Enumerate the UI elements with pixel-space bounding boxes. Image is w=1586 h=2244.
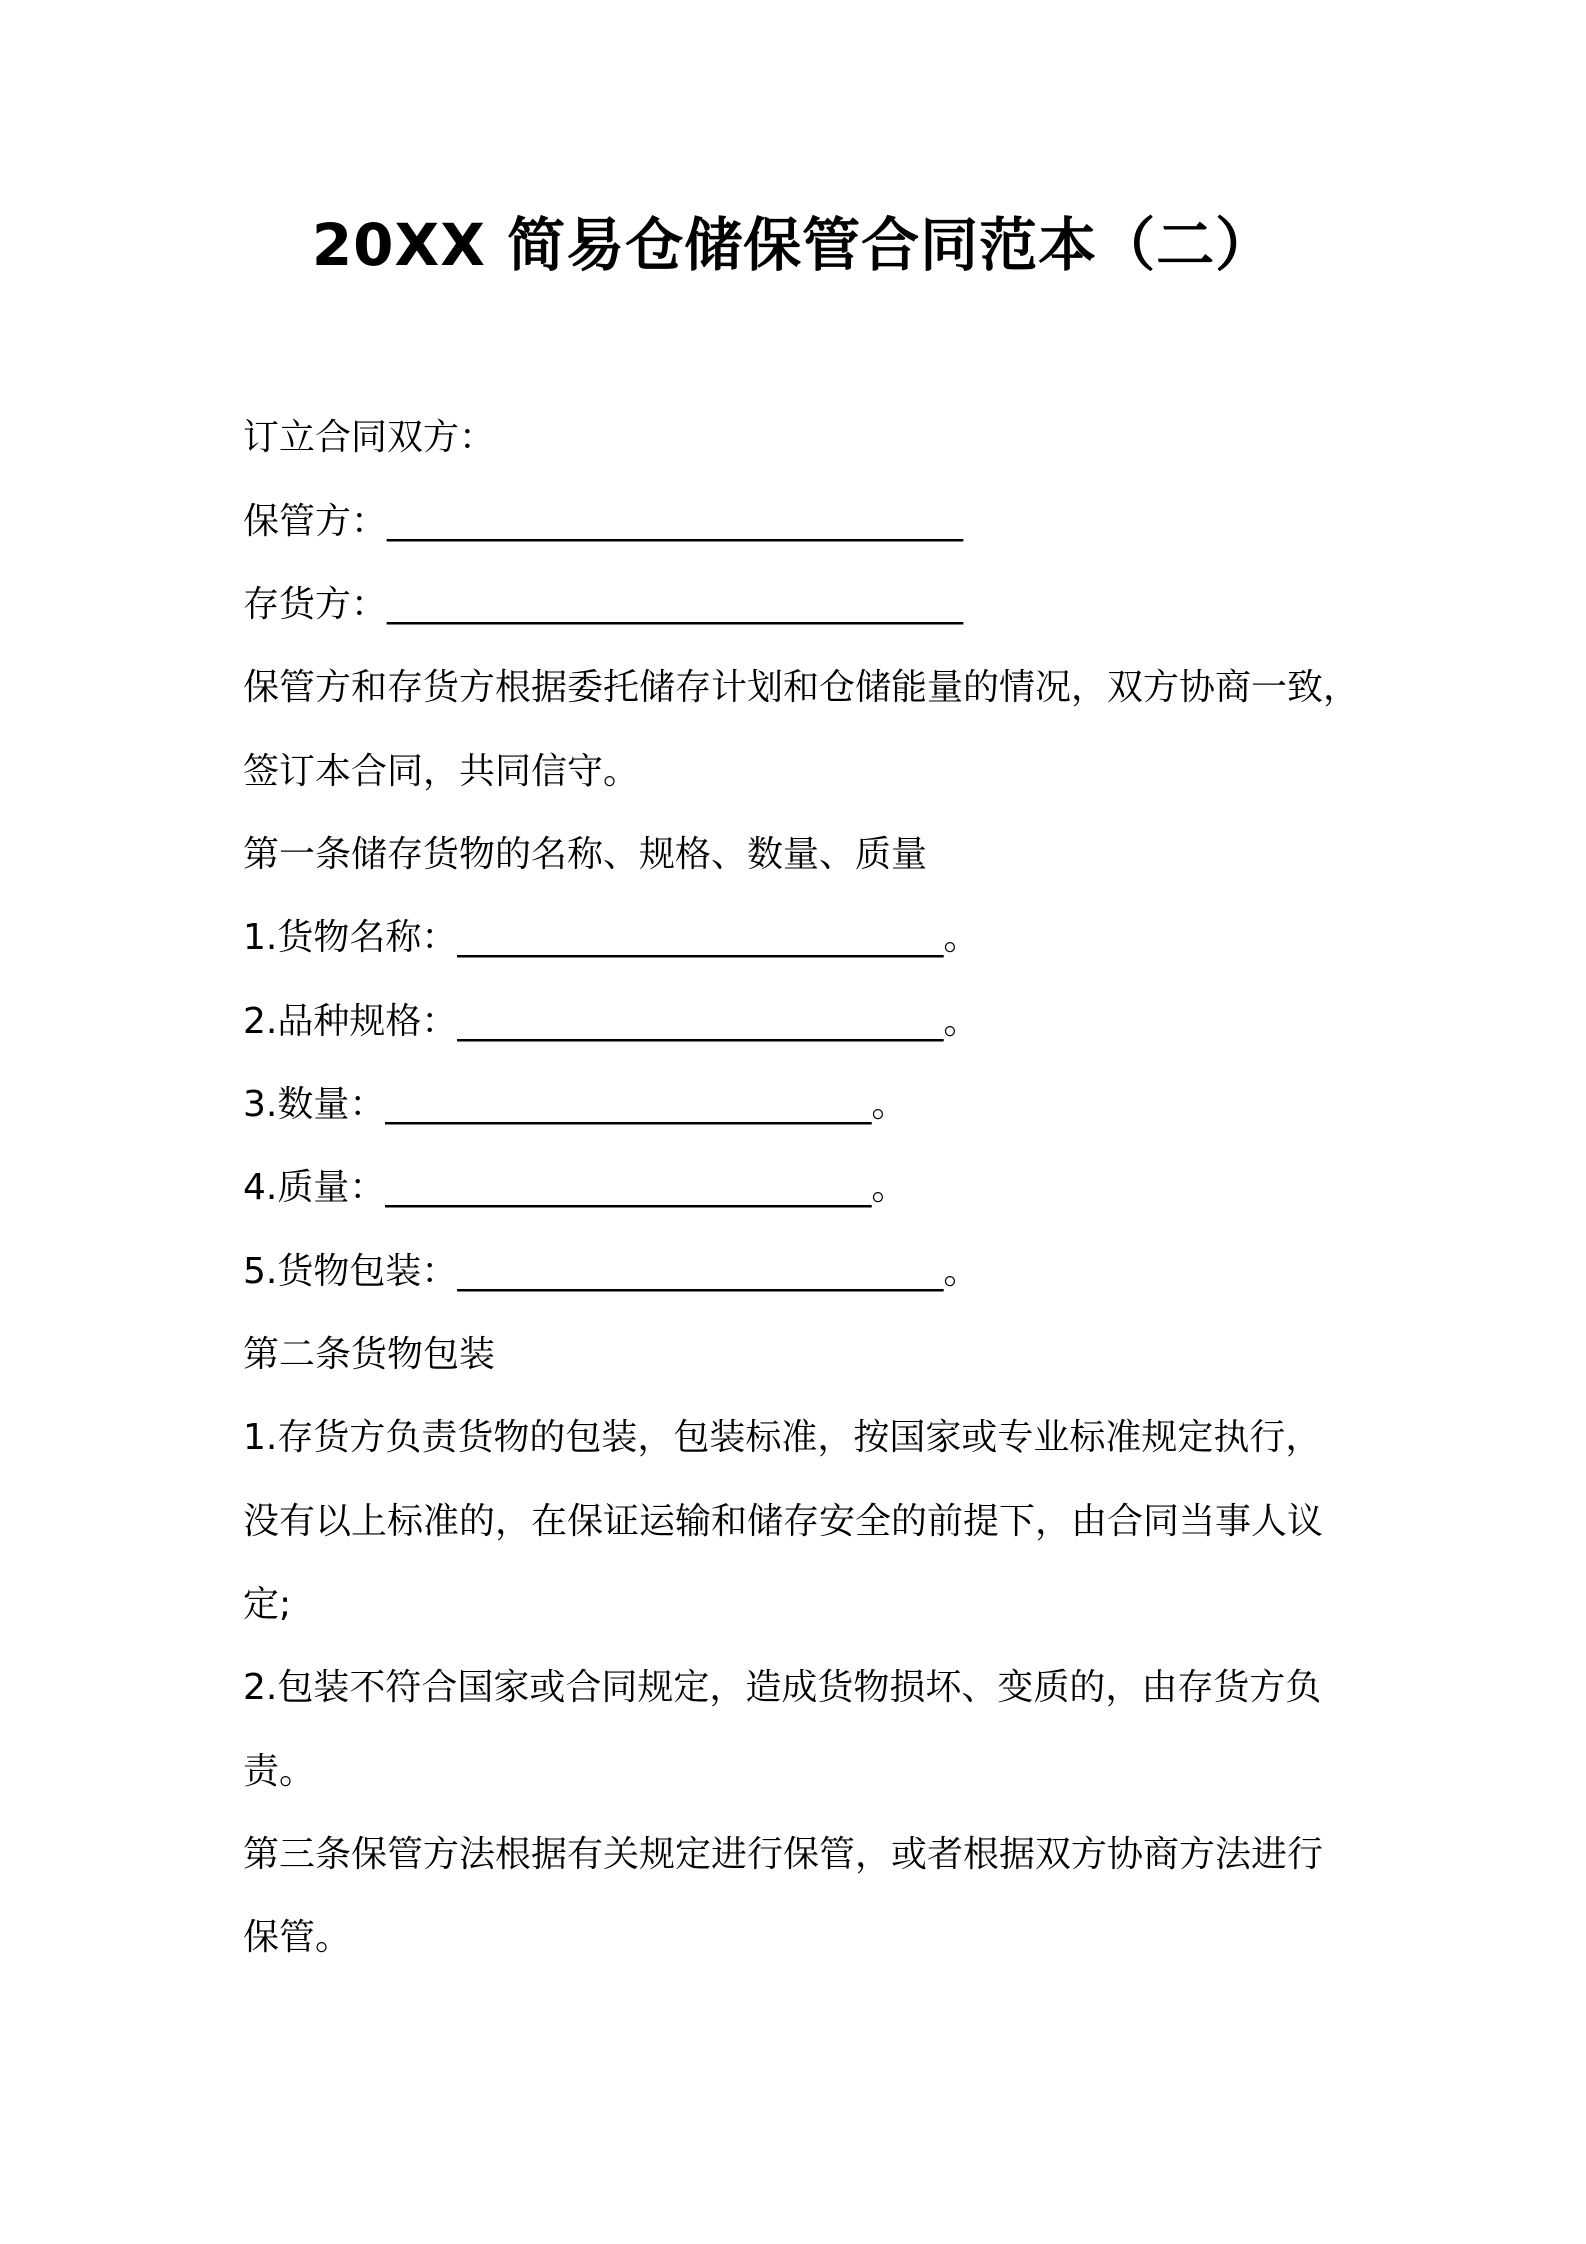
document-title: 20XX 简易仓储保管合同范本（二） [311,211,1275,279]
text-line-packaging-2a: 2.包装不符合国家或合同规定，造成货物损坏、变质的，由存货方负 [243,1667,1322,1708]
text-line-intro-2: 签订本合同，共同信守。 [243,751,640,792]
text-line-goods-quality: 4.质量：___________________________。 [243,1167,908,1208]
text-line-packaging-1a: 1.存货方负责货物的包装，包装标准，按国家或专业标准规定执行， [243,1417,1322,1458]
text-line-goods-packaging: 5.货物包装：___________________________。 [243,1251,980,1292]
text-line-article-2-heading: 第二条货物包装 [243,1334,496,1375]
text-line-goods-spec: 2.品种规格：___________________________。 [243,1001,980,1042]
text-line-goods-quantity: 3.数量：___________________________。 [243,1084,908,1125]
text-line-article-3a: 第三条保管方法根据有关规定进行保管，或者根据双方协商方法进行 [243,1834,1324,1875]
text-line-custodian: 保管方：________________________________ [243,501,964,542]
text-line-goods-name: 1.货物名称：___________________________。 [243,917,980,958]
text-line-packaging-1b: 没有以上标准的，在保证运输和储存安全的前提下，由合同当事人议 [243,1501,1324,1542]
text-line-depositor: 存货方：________________________________ [243,584,964,625]
text-line-intro-1: 保管方和存货方根据委托储存计划和仓储能量的情况，双方协商一致， [243,667,1360,708]
text-line-article-3b: 保管。 [243,1917,352,1958]
text-line-article-1-heading: 第一条储存货物的名称、规格、数量、质量 [243,834,928,875]
text-line-parties-heading: 订立合同双方： [243,417,496,458]
text-line-packaging-1c: 定; [243,1584,292,1625]
text-line-packaging-2b: 责。 [243,1751,316,1792]
